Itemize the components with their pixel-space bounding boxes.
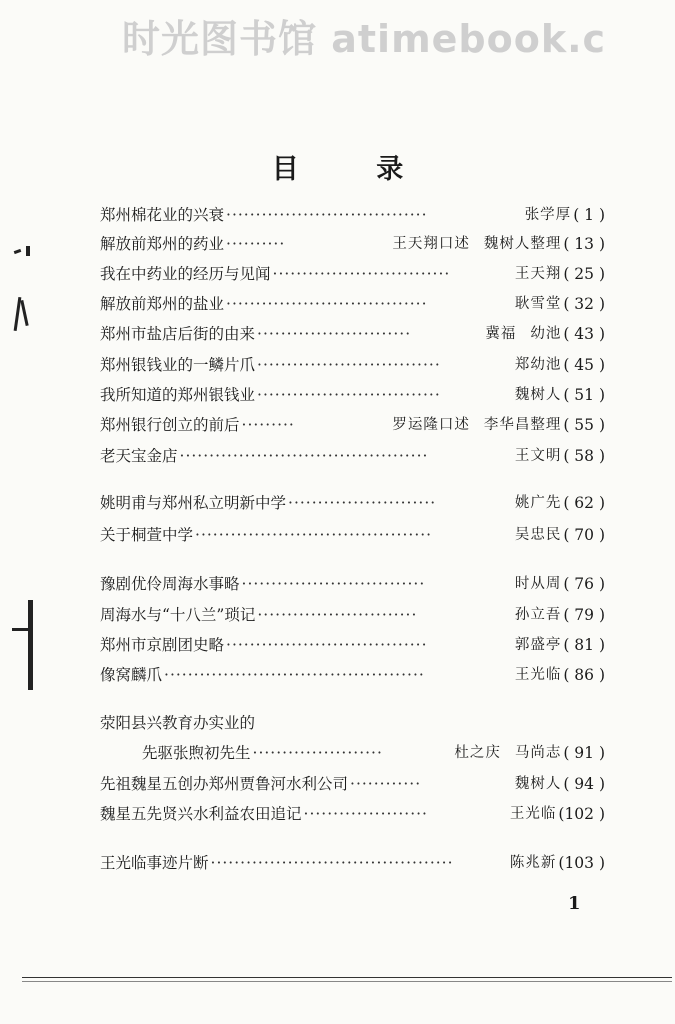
toc-entry[interactable] [100, 352, 605, 378]
watermark: 时光图书馆 atimebook.c [122, 17, 607, 61]
entry-page: ( 62 ) [563, 494, 605, 512]
toc-entry[interactable] [100, 771, 605, 797]
toc-entry[interactable] [100, 443, 605, 469]
entry-author: 罗运隆口述 李华昌整理 [392, 417, 562, 433]
entry-author: 耿雪堂 [514, 296, 562, 312]
toc-entry[interactable] [100, 602, 605, 628]
entry-leader: ·········································· [179, 447, 429, 465]
entry-page: ( 91 ) [563, 744, 605, 762]
entry-leader: ··························· [257, 606, 418, 624]
toc-entry[interactable] [100, 261, 605, 287]
entry-leader: ·································· [226, 206, 428, 224]
toc-entry[interactable] [100, 522, 605, 548]
entry-title: 豫剧优伶周海水事略 [100, 575, 240, 593]
toc-entry[interactable] [100, 632, 605, 658]
entry-page: ( 81 ) [563, 636, 605, 654]
entry-page: ( 13 ) [563, 235, 605, 253]
toc-entry[interactable] [142, 740, 605, 766]
scan-mark [12, 628, 32, 631]
entry-page: ( 51 ) [563, 386, 605, 404]
entry-leader: ·········· [226, 235, 286, 253]
entry-author: 郭盛亭 [514, 637, 562, 653]
entry-leader: ····················· [303, 805, 428, 823]
entry-page: ( 79 ) [563, 606, 605, 624]
entry-leader: ············································ [164, 666, 425, 684]
entry-author: 姚广先 [514, 495, 562, 511]
entry-leader: ········································· [210, 854, 454, 872]
scan-mark [28, 600, 33, 690]
entry-leader: ······························ [272, 265, 451, 283]
entry-leader: ······························· [257, 356, 441, 374]
entry-title: 王光临事迹片断 [100, 854, 209, 872]
entry-title-continuation: 荥阳县兴教育办实业的 [100, 714, 256, 732]
entry-leader: ········································ [195, 526, 433, 544]
entry-page: ( 43 ) [563, 325, 605, 343]
entry-title: 郑州市盐店后街的由来 [100, 325, 256, 343]
entry-page: ( 55 ) [563, 416, 605, 434]
entry-author: 王光临 [509, 806, 557, 822]
entry-title: 郑州银钱业的一鳞片爪 [100, 356, 256, 374]
toc-entry[interactable] [100, 202, 605, 228]
entry-title: 老天宝金店 [100, 447, 178, 465]
entry-author: 陈兆新 [509, 855, 557, 871]
toc-entry[interactable] [100, 321, 605, 347]
scan-mark [20, 300, 28, 326]
toc-entry[interactable] [100, 801, 605, 827]
entry-author: 王天翔 [514, 266, 562, 282]
entry-author: 郑幼池 [514, 357, 562, 373]
scan-mark [14, 249, 22, 254]
entry-leader: ······················ [252, 744, 383, 762]
entry-leader: ············ [350, 775, 422, 793]
entry-author: 王文明 [514, 448, 562, 464]
entry-title: 解放前郑州的药业 [100, 235, 225, 253]
page-title: 目 录 [271, 154, 438, 185]
entry-title: 郑州市京剧团史略 [100, 636, 225, 654]
entry-title: 关于桐萱中学 [100, 526, 194, 544]
toc-entry[interactable] [100, 231, 605, 257]
entry-author: 王光临 [514, 667, 562, 683]
entry-leader: ········· [241, 416, 295, 434]
entry-author: 魏树人 [514, 387, 562, 403]
entry-title: 先祖魏星五创办郑州贾鲁河水利公司 [100, 775, 349, 793]
entry-author: 冀福 幼池 [485, 326, 562, 342]
footer-rule [22, 977, 672, 978]
page-number: 1 [568, 893, 581, 914]
scan-mark [26, 246, 30, 256]
entry-title: 解放前郑州的盐业 [100, 295, 225, 313]
entry-leader: ······························· [241, 575, 426, 593]
entry-page: ( 25 ) [563, 265, 605, 283]
entry-page: ( 32 ) [563, 295, 605, 313]
entry-page: ( 86 ) [563, 666, 605, 684]
entry-page: (103 ) [558, 854, 605, 872]
entry-page: (102 ) [558, 805, 605, 823]
entry-page: ( 76 ) [563, 575, 605, 593]
entry-title: 姚明甫与郑州私立明新中学 [100, 494, 287, 512]
entry-title: 我在中药业的经历与见闻 [100, 265, 271, 283]
entry-title: 我所知道的郑州银钱业 [100, 386, 256, 404]
entry-page: ( 45 ) [563, 356, 605, 374]
entry-page: ( 58 ) [563, 447, 605, 465]
entry-title: 像窝麟爪 [100, 666, 163, 684]
entry-leader: ·························· [257, 325, 412, 343]
entry-leader: ·································· [226, 295, 428, 313]
entry-author: 魏树人 [514, 776, 562, 792]
toc-entry[interactable] [100, 490, 605, 516]
entry-title: 魏星五先贤兴水利益农田追记 [100, 805, 302, 823]
entry-author: 王天翔口述 魏树人整理 [392, 236, 562, 252]
entry-author: 杜之庆 马尚志 [454, 745, 562, 761]
entry-leader: ·································· [226, 636, 428, 654]
toc-entry[interactable] [100, 662, 605, 688]
entry-title: 郑州银行创立的前后 [100, 416, 240, 434]
toc-entry[interactable] [100, 571, 605, 597]
entry-title: 郑州棉花业的兴衰 [100, 206, 225, 224]
entry-leader: ························· [288, 494, 437, 512]
entry-author: 时从周 [514, 576, 562, 592]
entry-page: ( 94 ) [563, 775, 605, 793]
entry-page: ( 70 ) [563, 526, 605, 544]
footer-rule [22, 981, 672, 982]
entry-title: 周海水与“十八兰”琐记 [100, 606, 256, 624]
entry-title: 先驱张煦初先生 [142, 744, 251, 762]
toc-entry[interactable] [100, 850, 605, 876]
toc-entry[interactable] [100, 382, 605, 408]
toc-entry[interactable] [100, 291, 605, 317]
entry-page: ( 1 ) [573, 206, 605, 224]
entry-author: 孙立吾 [514, 607, 562, 623]
toc-entry[interactable] [100, 412, 605, 438]
entry-author: 吴忠民 [514, 527, 562, 543]
entry-leader: ······························· [257, 386, 441, 404]
entry-author: 张学厚 [524, 207, 572, 223]
